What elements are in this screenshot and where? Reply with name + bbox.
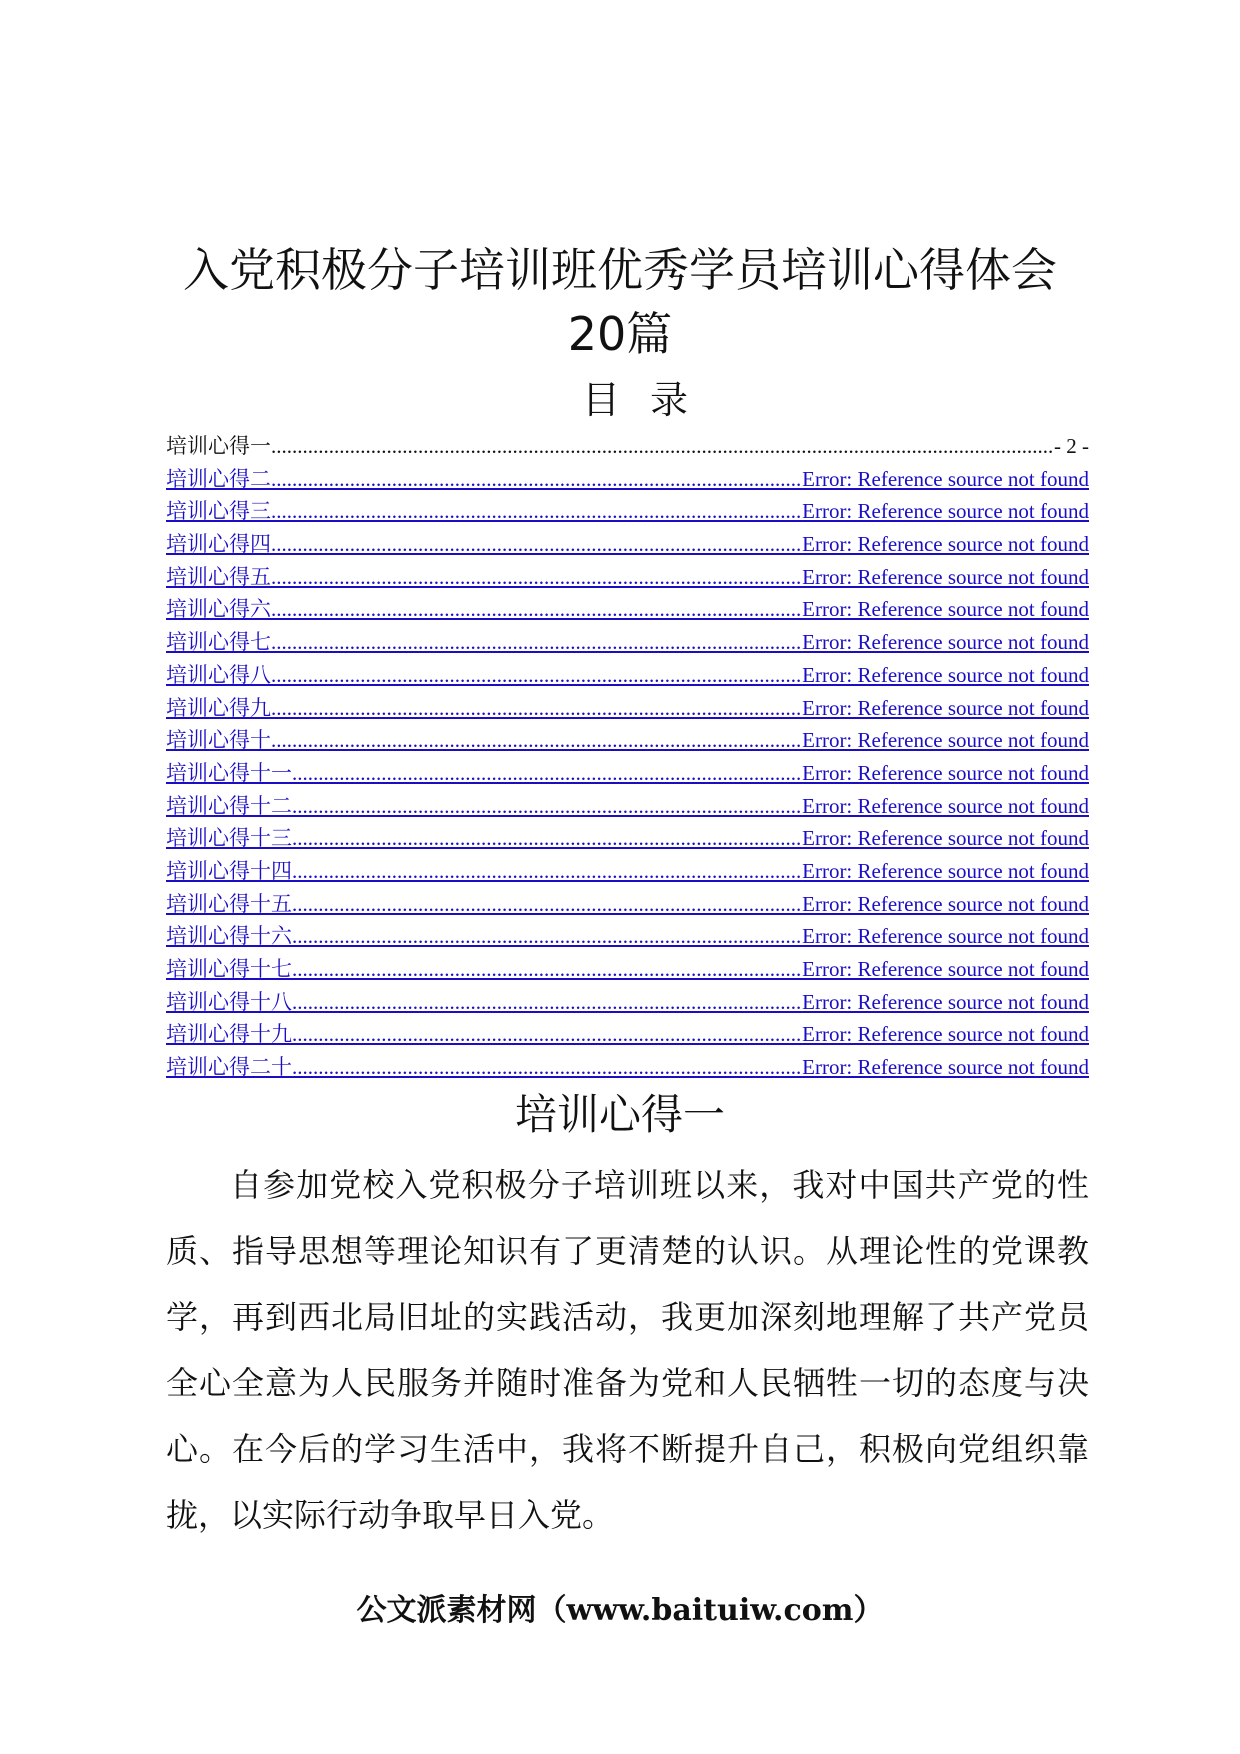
toc-entry[interactable] — [166, 953, 1089, 986]
toc-entry-label: 培训心得十三 — [166, 826, 292, 851]
toc-entry-label: 培训心得四 — [166, 532, 271, 557]
body-paragraph: 自参加党校入党积极分子培训班以来，我对中国共产党的性质、指导思想等理论知识有了更清楚的认识。从理论性的党课教学，再到西北局旧址的实践活动，我更加深刻地理解了共产党员全心全意为人民服务并随时准备为党和人民牺牲一切的态度与决心。在今后的学习生活中，我将不断提升自己，积极向党组织靠拢，以实际行动争取早日入党。 — [166, 1166, 1089, 1534]
toc-entry[interactable] — [166, 463, 1089, 496]
toc-entry-label: 培训心得十九 — [166, 1022, 292, 1047]
toc-entry-label: 培训心得十一 — [166, 760, 292, 785]
toc-entry-page: Error: Reference source not found — [802, 728, 1089, 753]
toc-entry-label: 培训心得十四 — [166, 858, 292, 883]
toc-entry-page: Error: Reference source not found — [802, 957, 1089, 981]
toc-leader-dots — [292, 953, 802, 986]
toc-entry-page: Error: Reference source not found — [802, 564, 1089, 589]
toc-entry-page: Error: Reference source not found — [802, 499, 1089, 524]
toc-leader-dots — [292, 888, 802, 921]
toc-entry-label: 培训心得九 — [166, 695, 271, 720]
toc-entry[interactable] — [166, 920, 1089, 953]
toc-entry-page: Error: Reference source not found — [802, 597, 1089, 622]
document-title-line2: 20篇 — [567, 307, 673, 361]
toc-entry-label: 培训心得六 — [166, 597, 271, 622]
toc-heading: 目录 — [581, 378, 718, 422]
toc-leader-dots — [271, 593, 802, 626]
toc-entry-label: 培训心得十 — [166, 728, 271, 753]
toc-leader-dots — [292, 1018, 802, 1051]
document-title-line1: 入党积极分子培训班优秀学员培训心得体会 — [183, 243, 1057, 297]
toc-leader-dots — [292, 757, 802, 790]
toc-leader-dots — [292, 855, 802, 888]
toc-leader-dots — [271, 495, 802, 528]
toc-entry-label: 培训心得五 — [166, 564, 271, 589]
toc-entry-page: Error: Reference source not found — [802, 466, 1089, 491]
toc-entry-label: 培训心得十二 — [166, 793, 292, 818]
toc-entry-page: Error: Reference source not found — [802, 924, 1089, 949]
table-of-contents — [166, 430, 1089, 1084]
toc-entry[interactable] — [166, 888, 1089, 921]
toc-leader-dots — [271, 463, 802, 496]
toc-entry-page: Error: Reference source not found — [802, 662, 1089, 687]
toc-entry-page: Error: Reference source not found — [802, 1055, 1089, 1080]
toc-entry-page: Error: Reference source not found — [802, 891, 1089, 916]
toc-entry[interactable] — [166, 692, 1089, 725]
toc-entry-page: Error: Reference source not found — [802, 989, 1089, 1014]
toc-entry-label: 培训心得十六 — [166, 924, 292, 949]
toc-entry-page: Error: Reference source not found — [802, 760, 1089, 785]
toc-entry-page: Error: Reference source not found — [802, 695, 1089, 720]
toc-leader-dots — [271, 561, 802, 594]
toc-leader-dots — [271, 692, 802, 725]
toc-entry[interactable] — [166, 593, 1089, 626]
toc-leader-dots — [292, 790, 802, 823]
toc-entry[interactable] — [166, 1018, 1089, 1051]
toc-entry[interactable] — [166, 528, 1089, 561]
toc-entry[interactable] — [166, 561, 1089, 594]
toc-entry[interactable] — [166, 626, 1089, 659]
toc-entry-page: Error: Reference source not found — [802, 532, 1089, 557]
toc-entry-page: Error: Reference source not found — [802, 793, 1089, 818]
toc-leader-dots — [271, 724, 802, 757]
toc-entry-label: 培训心得二十 — [166, 1055, 292, 1080]
toc-entry[interactable] — [166, 430, 1089, 463]
toc-entry-page: Error: Reference source not found — [802, 858, 1089, 883]
toc-leader-dots — [292, 822, 802, 855]
toc-entry[interactable] — [166, 659, 1089, 692]
toc-entry[interactable] — [166, 757, 1089, 790]
page-footer: 公文派素材网（www.baituiw.com） — [356, 1593, 884, 1628]
toc-entry[interactable] — [166, 790, 1089, 823]
toc-entry-label: 培训心得十五 — [166, 891, 292, 916]
toc-entry-page: Error: Reference source not found — [802, 826, 1089, 851]
toc-leader-dots — [271, 528, 802, 561]
toc-entry-label: 培训心得二 — [166, 466, 271, 491]
toc-leader-dots — [292, 1051, 802, 1084]
toc-entry-label: 培训心得三 — [166, 499, 271, 524]
toc-entry-label: 培训心得十八 — [166, 989, 292, 1014]
toc-entry[interactable] — [166, 495, 1089, 528]
toc-entry[interactable] — [166, 986, 1089, 1019]
toc-entry-label: 培训心得七 — [166, 630, 271, 655]
toc-leader-dots — [292, 986, 802, 1019]
toc-entry-page: Error: Reference source not found — [802, 630, 1089, 655]
toc-entry-label: 培训心得一 — [166, 434, 271, 458]
toc-entry[interactable] — [166, 724, 1089, 757]
toc-entry-page: - 2 - — [1054, 434, 1089, 458]
toc-entry[interactable] — [166, 822, 1089, 855]
toc-entry-label: 培训心得十七 — [166, 957, 292, 981]
toc-leader-dots — [292, 920, 802, 953]
toc-entry[interactable] — [166, 1051, 1089, 1084]
toc-entry[interactable] — [166, 855, 1089, 888]
toc-entry-page: Error: Reference source not found — [802, 1022, 1089, 1047]
toc-leader-dots — [271, 659, 802, 692]
toc-entry-label: 培训心得八 — [166, 662, 271, 687]
toc-leader-dots — [271, 430, 1054, 463]
section-title: 培训心得一 — [514, 1090, 725, 1139]
toc-leader-dots — [271, 626, 802, 659]
